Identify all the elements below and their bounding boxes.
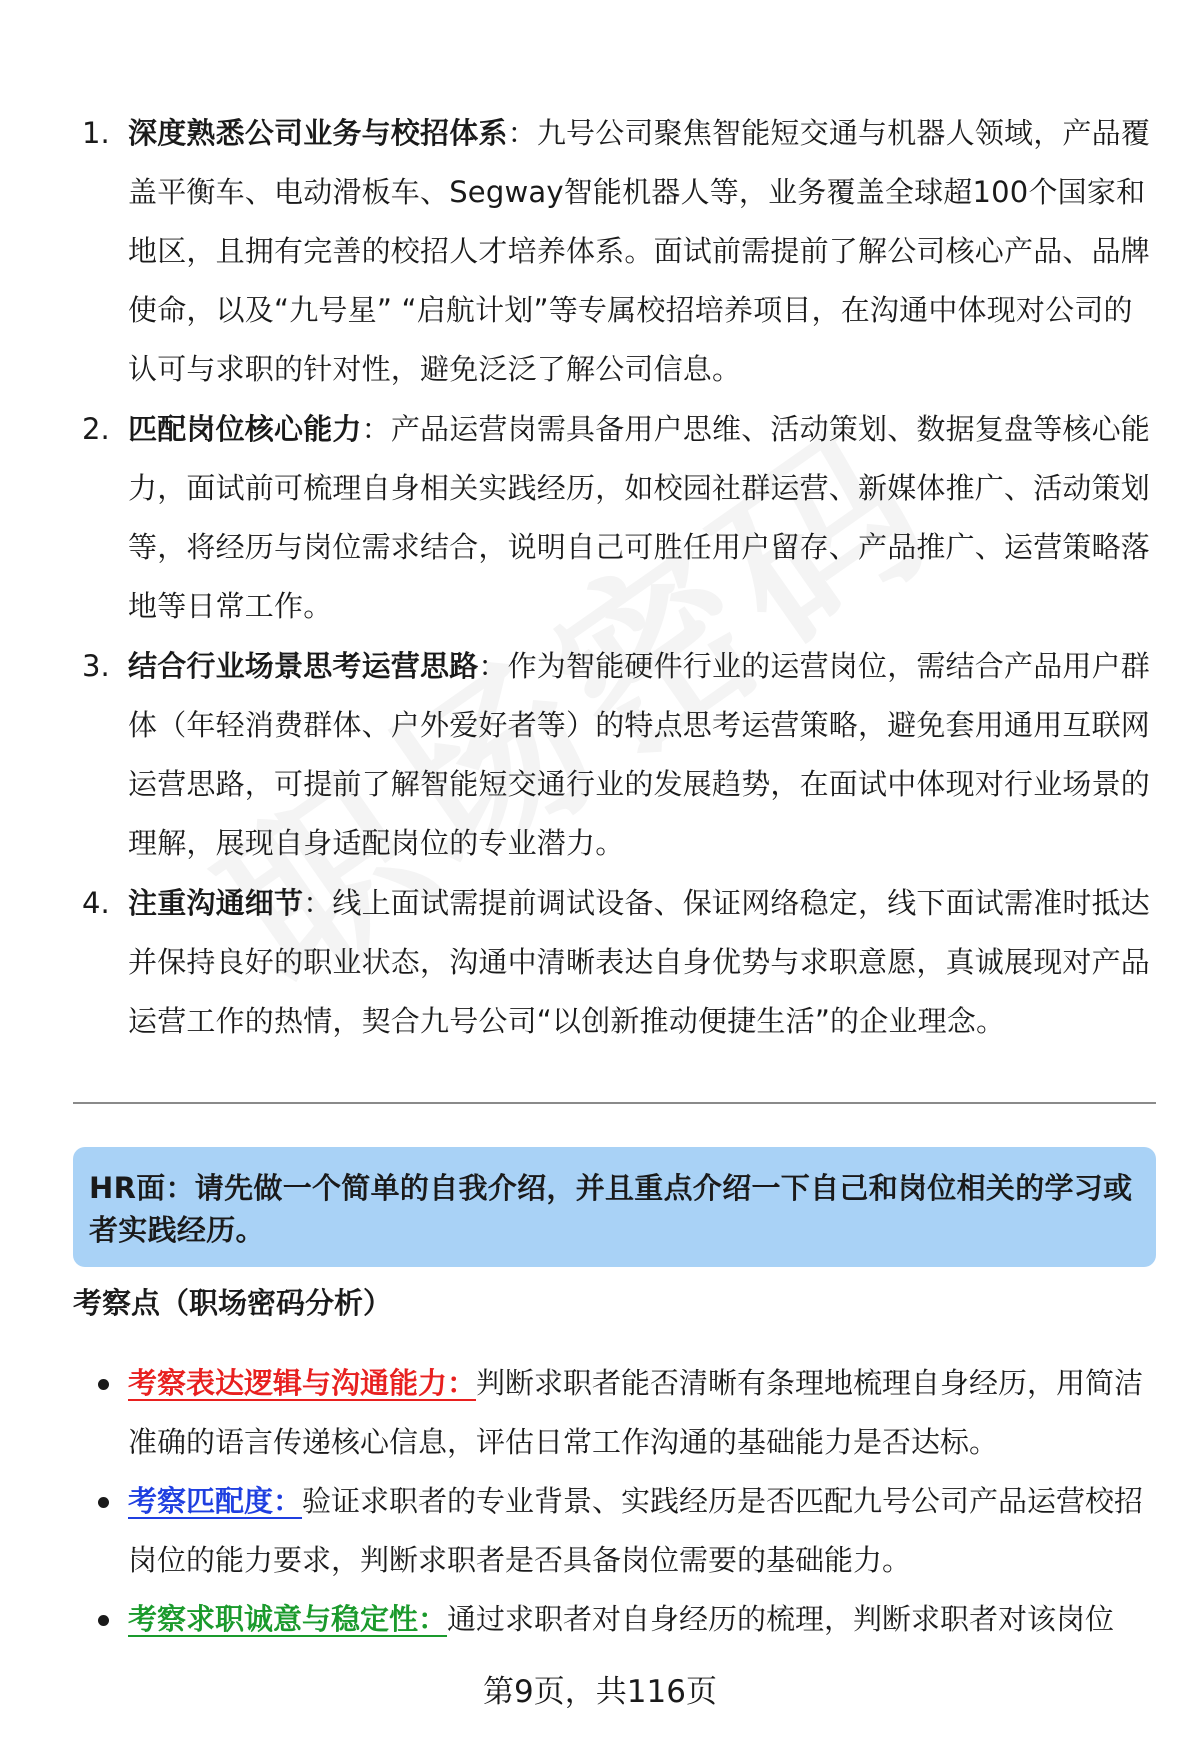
list-item-heading: 匹配岗位核心能力 [128, 412, 362, 446]
list-item-heading: 深度熟悉公司业务与校招体系 [128, 116, 508, 150]
bullet-dot-icon [96, 1590, 128, 1649]
bullet-dot-icon [96, 1472, 128, 1590]
numbered-list [82, 104, 1152, 1052]
bullet-dot-icon [96, 1354, 128, 1472]
list-item-text [128, 104, 1152, 399]
bullet-text [128, 1590, 1156, 1649]
list-item-body: 产品运营岗需具备用户思维、活动策划、数据复盘等核心能力，面试前可梳理自身相关实践经历，如校园社群运营、新媒体推广、活动策划等，将经历与岗位需求结合，说明自己可胜任用户留存、产品推广、运营策略落地等日常工作。 [128, 412, 1151, 623]
list-item [82, 637, 1152, 873]
list-item [82, 874, 1152, 1051]
list-number: 3. [82, 649, 110, 683]
bullet-item [96, 1590, 1156, 1649]
question-callout [73, 1147, 1156, 1267]
bullet-list [96, 1354, 1156, 1649]
list-item-separator: ： [303, 886, 333, 920]
list-item-body: 线上面试需提前调试设备、保证网络稳定，线下面试需准时抵达并保持良好的职业状态，沟通中清晰表达自身优势与求职意愿，真诚展现对产品运营工作的热情，契合九号公司“以创新推动便捷生活”的企业理念。 [128, 886, 1151, 1038]
bullet-body: 通过求职者对自身经历的梳理，判断求职者对该岗位 [447, 1602, 1115, 1636]
list-item-text [128, 637, 1152, 873]
list-item-body: 九号公司聚焦智能短交通与机器人领域，产品覆盖平衡车、电动滑板车、Segway智能机器人等，业务覆盖全球超100个国家和地区，且拥有完善的校招人才培养体系。面试前需提前了解公司核心产品、品牌使命，以及“九号星” “启航计划”等专属校招培养项目，在沟通中体现对公司的认可与求职的针对性，避免泛泛了解公司信息。 [128, 116, 1151, 386]
list-item [82, 400, 1152, 636]
list-item-separator: ： [478, 649, 508, 683]
list-item-separator: ： [361, 412, 391, 446]
section-heading: 考察点（职场密码分析） [73, 1286, 393, 1320]
bullet-item [96, 1472, 1156, 1590]
list-item [82, 104, 1152, 399]
list-item-text [128, 400, 1152, 636]
list-item-separator: ： [507, 116, 537, 150]
bullet-label: 考察求职诚意与稳定性： [128, 1602, 448, 1636]
bullet-label: 考察表达逻辑与沟通能力： [128, 1366, 477, 1400]
list-number: 2. [82, 412, 110, 446]
list-number: 4. [82, 886, 110, 920]
list-item-heading: 注重沟通细节 [128, 886, 304, 920]
bullet-label: 考察匹配度： [128, 1484, 303, 1518]
bullet-text [128, 1472, 1156, 1590]
bullet-body: 验证求职者的专业背景、实践经历是否匹配九号公司产品运营校招岗位的能力要求，判断求职者是否具备岗位需要的基础能力。 [128, 1484, 1144, 1577]
list-item-body: 作为智能硬件行业的运营岗位，需结合产品用户群体（年轻消费群体、户外爱好者等）的特点思考运营策略，避免套用通用互联网运营思路，可提前了解智能短交通行业的发展趋势，在面试中体现对行业场景的理解，展现自身适配岗位的专业潜力。 [128, 649, 1151, 860]
bullet-body: 判断求职者能否清晰有条理地梳理自身经历，用简洁准确的语言传递核心信息，评估日常工作沟通的基础能力是否达标。 [128, 1366, 1144, 1459]
list-item-heading: 结合行业场景思考运营思路 [128, 649, 479, 683]
list-item-text [128, 874, 1152, 1051]
page-number: 第9页，共116页 [483, 1674, 717, 1710]
list-number: 1. [82, 116, 110, 150]
bullet-text [128, 1354, 1156, 1472]
bullet-item [96, 1354, 1156, 1472]
section-divider [73, 1102, 1156, 1104]
question-text: HR面：请先做一个简单的自我介绍，并且重点介绍一下自己和岗位相关的学习或者实践经历。 [89, 1171, 1133, 1247]
